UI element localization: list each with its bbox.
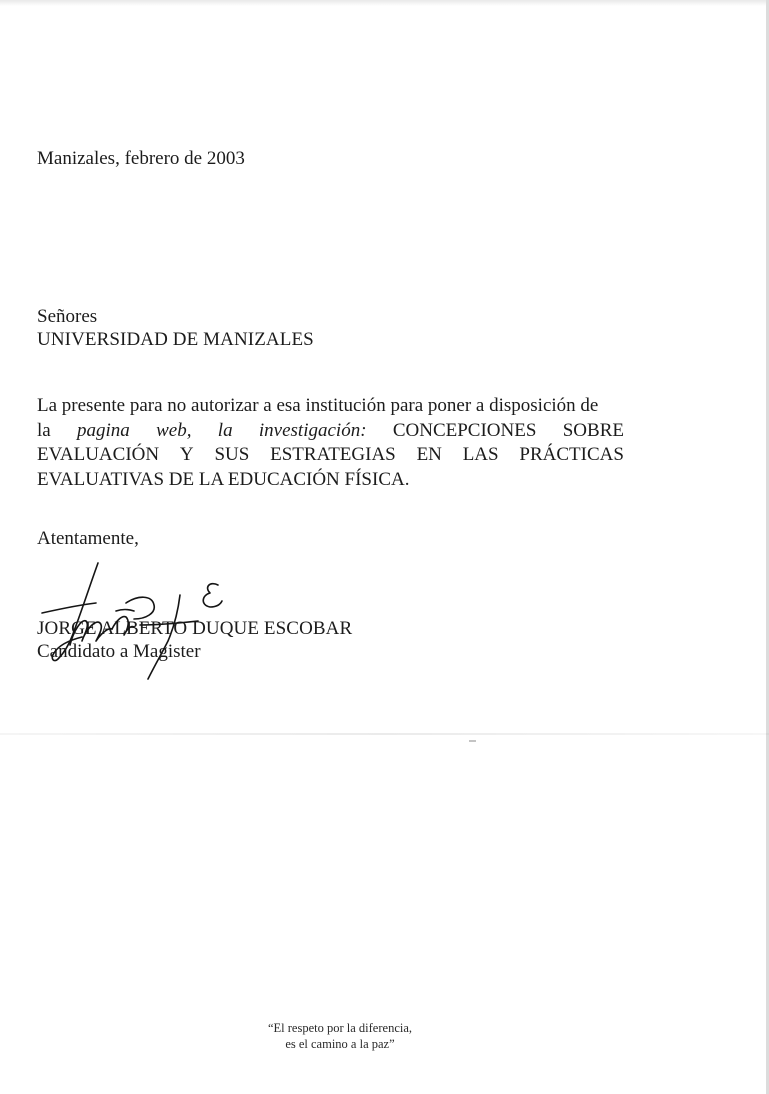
body-line-2 <box>37 419 624 444</box>
body-word: EN <box>416 444 442 465</box>
body-line-3 <box>37 443 624 468</box>
letter-date: Manizales, febrero de 2003 <box>37 148 245 169</box>
footer-motto <box>200 1020 480 1052</box>
paper-fold-line <box>0 733 769 735</box>
body-word: investigación: <box>258 419 367 441</box>
closing: Atentamente, <box>37 528 139 549</box>
body-word: PRÁCTICAS <box>519 444 624 465</box>
body-word: LAS <box>462 444 499 465</box>
letter-body <box>37 394 624 492</box>
body-word: pagina <box>77 419 130 441</box>
page-top-shadow <box>0 0 769 6</box>
body-line-1 <box>37 394 624 419</box>
body-word: CONCEPCIONES <box>392 419 537 441</box>
body-word: la <box>37 419 51 441</box>
body-word: web, <box>156 419 192 441</box>
body-word: ESTRATEGIAS <box>270 444 396 465</box>
recipient-greeting: Señores <box>37 306 98 327</box>
body-word: SUS <box>214 444 250 465</box>
body-line-4-text: EVALUATIVAS DE LA EDUCACIÓN FÍSICA. <box>37 468 410 490</box>
motto-line-2: es el camino a la paz” <box>285 1037 395 1051</box>
paper-speck <box>469 740 476 742</box>
motto-line-1: “El respeto por la diferencia, <box>267 1021 413 1035</box>
body-word: EVALUACIÓN <box>37 444 160 465</box>
body-line-1-text: La presente para no autorizar a esa institución para poner a disposición de <box>37 395 599 416</box>
recipient-institution: UNIVERSIDAD DE MANIZALES <box>37 329 314 350</box>
body-word: SOBRE <box>562 419 624 441</box>
signer-name: JORGE ALBERTO DUQUE ESCOBAR <box>37 618 353 639</box>
handwritten-signature <box>30 555 250 685</box>
body-word: la <box>217 419 233 441</box>
body-word: Y <box>179 444 194 465</box>
body-line-4 <box>37 468 624 493</box>
signer-title: Candidato a Magister <box>37 641 201 662</box>
